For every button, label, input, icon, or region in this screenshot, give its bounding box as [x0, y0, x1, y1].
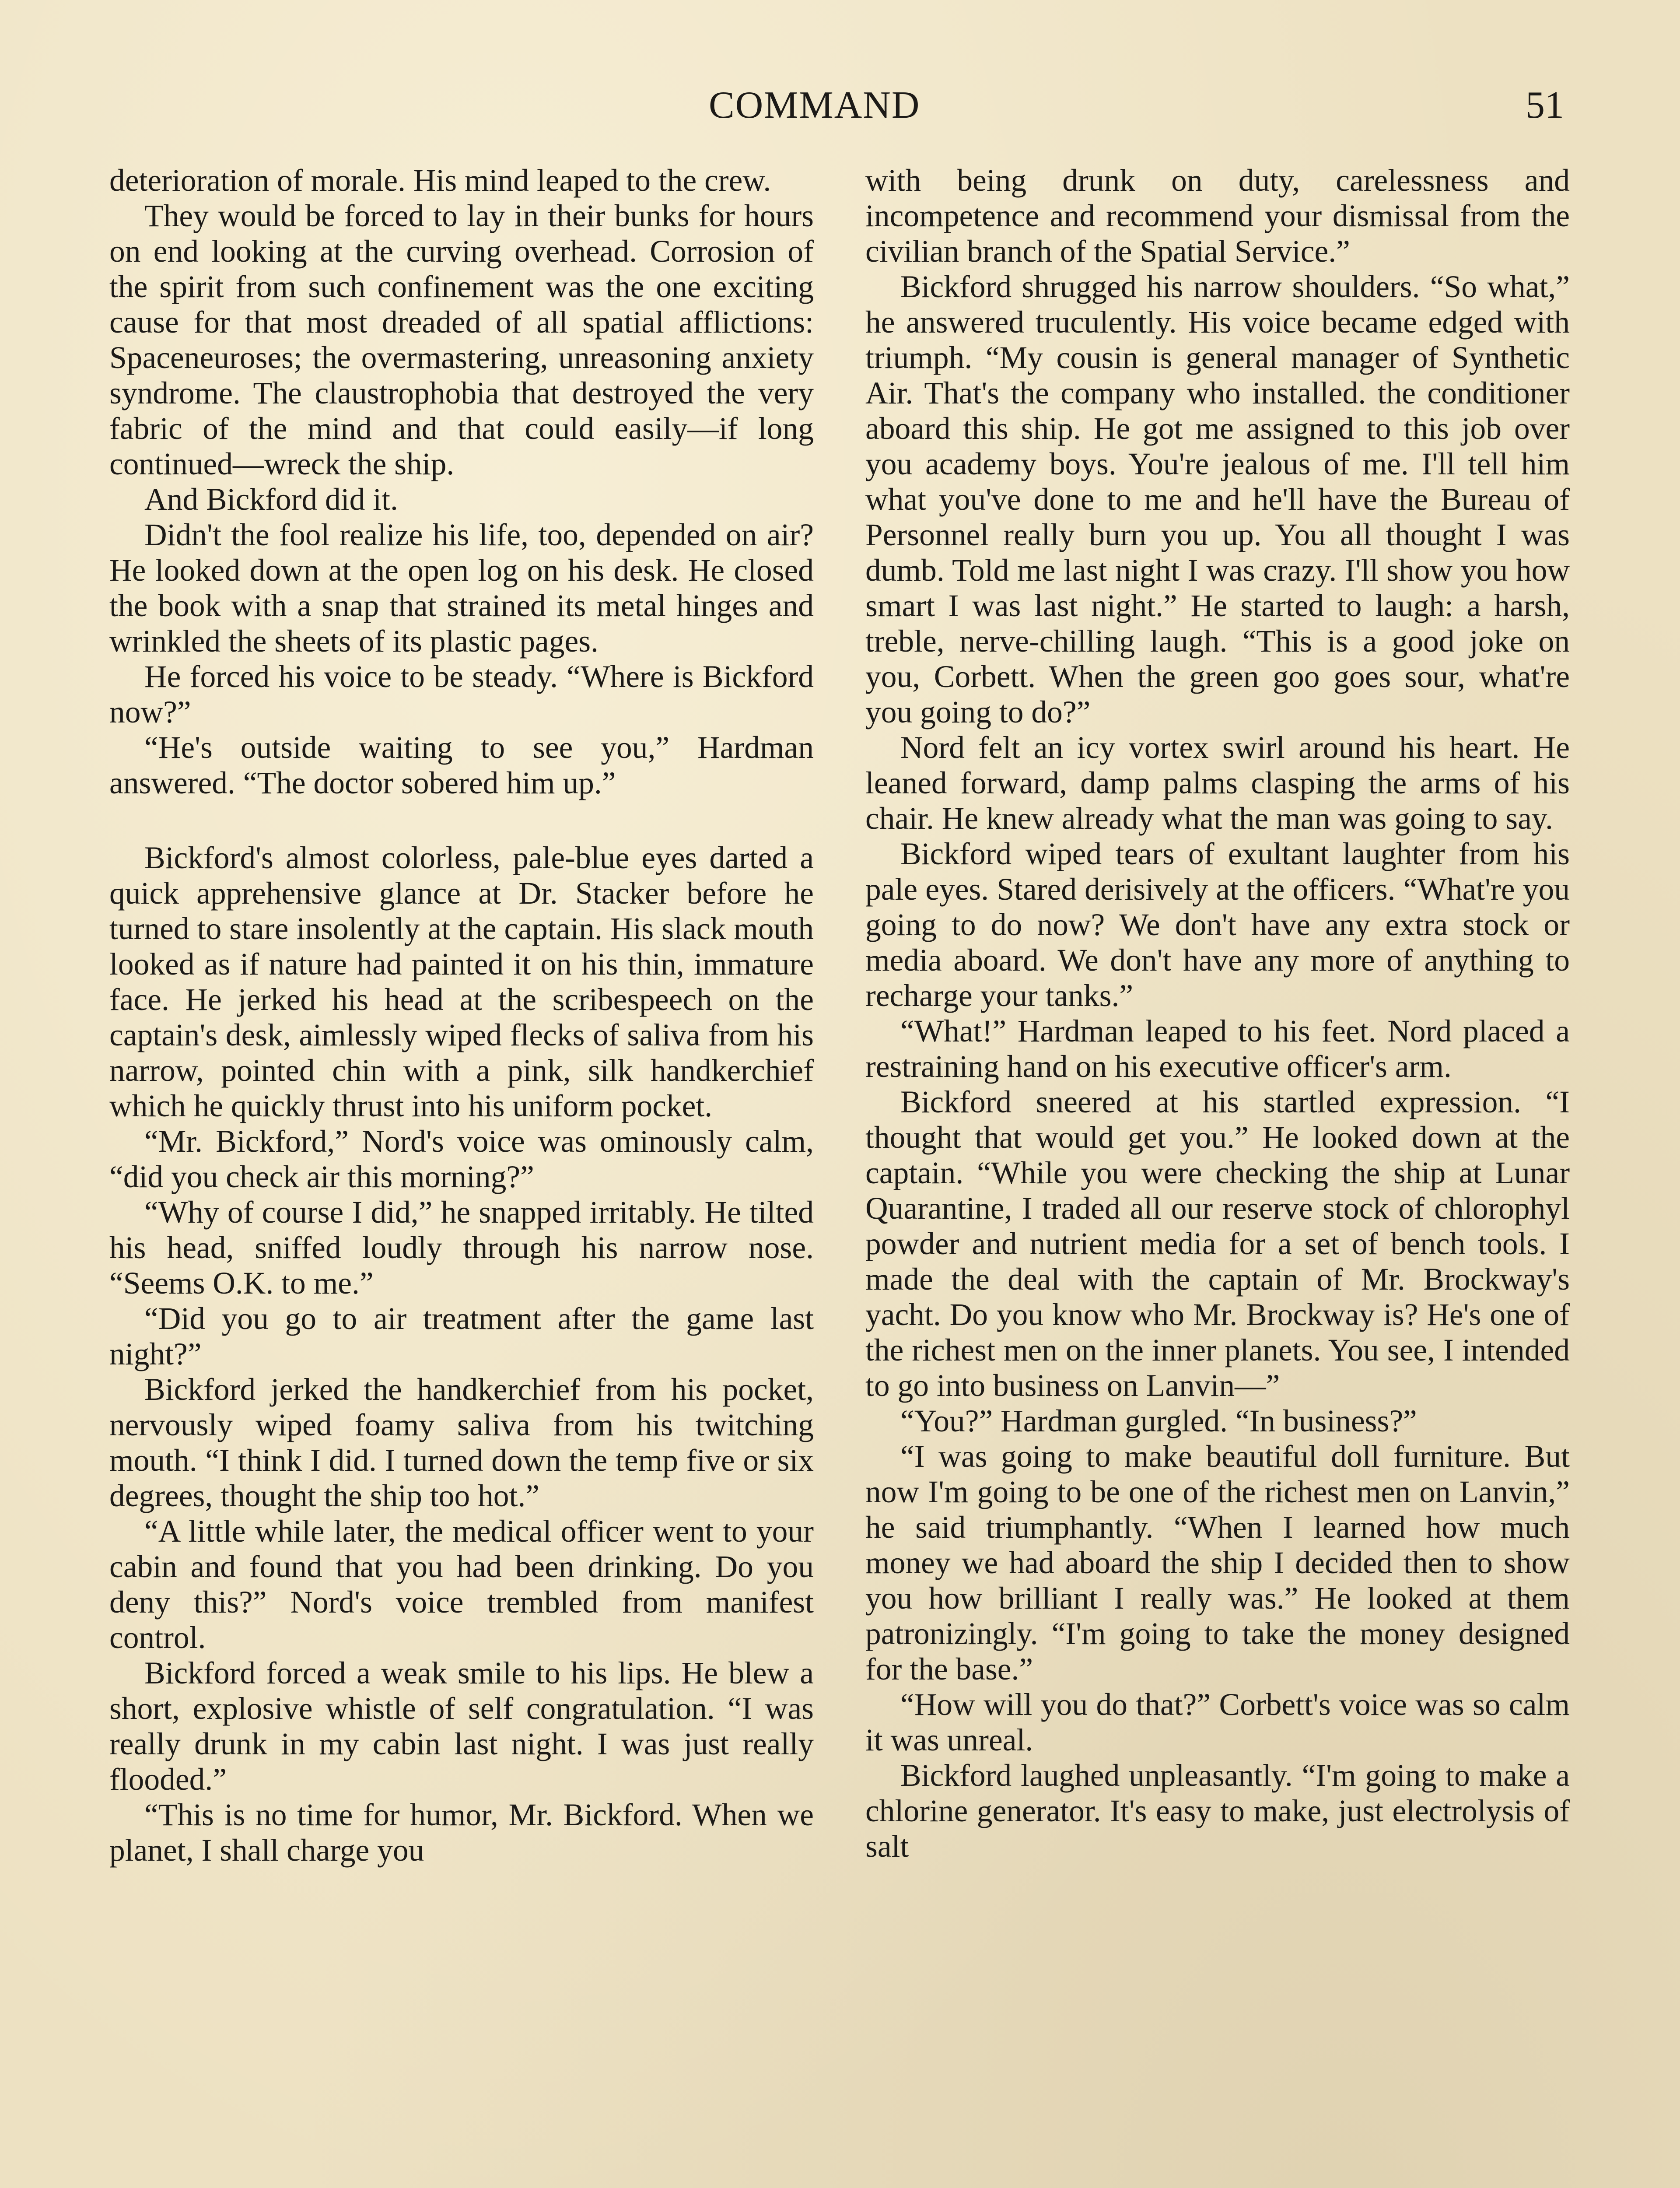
paragraph: Bickford forced a weak smile to his lips. He blew a short, explosive whistle of self congratulation. “I was really drunk in my cabin last night. I was just really flooded.”	[109, 1656, 814, 1797]
paragraph: Bickford jerked the handkerchief from his pocket, nervously wiped foamy saliva from his twitching mouth. “I think I did. I turned down the temp five or six degrees, thought the ship too hot.”	[109, 1372, 814, 1513]
paragraph: Bickford's almost colorless, pale-blue eyes darted a quick apprehensive glance at Dr. Stacker before he turned to stare insolently at the captain. His slack mouth looked as if nature had painted it on his thin, immature face. He jerked his head at the scribespeech on the captain's desk, aimlessly wiped flecks of saliva from his narrow, pointed chin with a pink, silk handkerchief which he quickly thrust into his uniform pocket.	[109, 841, 814, 1123]
paragraph: Bickford laughed unpleasantly. “I'm going to make a chlorine generator. It's easy to make, just electrolysis of salt	[865, 1758, 1570, 1864]
paragraph: Bickford wiped tears of exultant laughter from his pale eyes. Stared derisively at the officers. “What're you going to do now? We don't have any extra stock or media aboard. We don't have any more of anything to recharge your tanks.”	[865, 837, 1570, 1013]
paragraph: “This is no time for humor, Mr. Bickford. When we planet, I shall charge you	[109, 1798, 814, 1868]
paragraph: “I was going to make beautiful doll furniture. But now I'm going to be one of the richest men on Lanvin,” he said triumphantly. “When I learned how much money we had aboard the ship I decided then to show you how brilliant I really was.” He looked at them patronizingly. “I'm going to take the money designed for the base.”	[865, 1439, 1570, 1687]
paragraph: He forced his voice to be steady. “Where is Bickford now?”	[109, 659, 814, 729]
page-number: 51	[1526, 84, 1564, 126]
paragraph: They would be forced to lay in their bunks for hours on end looking at the curving overhead. Corrosion of the spirit from such confinement was the one exciting cause for that most dreaded of all spatial afflictions: Spaceneuroses; the overmastering, unreasoning anxiety syndrome. The claustrophobia that destroyed the very fabric of the mind and that could easily—if long continued—wreck the ship.	[109, 199, 814, 481]
paragraph: “He's outside waiting to see you,” Hardman answered. “The doctor sobered him up.”	[109, 730, 814, 800]
paragraph: deterioration of morale. His mind leaped to the crew.	[109, 163, 771, 198]
left-column	[109, 163, 814, 2188]
paragraph: “Did you go to air treatment after the game last night?”	[109, 1301, 814, 1371]
right-column	[865, 163, 1570, 2188]
paragraph: Nord felt an icy vortex swirl around his heart. He leaned forward, damp palms clasping the arms of his chair. He knew already what the man was going to say.	[865, 730, 1570, 836]
paragraph: “You?” Hardman gurgled. “In business?”	[900, 1404, 1417, 1438]
paragraph: “Why of course I did,” he snapped irritably. He tilted his head, sniffed loudly through his narrow nose. “Seems O.K. to me.”	[109, 1195, 814, 1301]
paragraph: “Mr. Bickford,” Nord's voice was ominously calm, “did you check air this morning?”	[109, 1124, 814, 1194]
paragraph: “A little while later, the medical officer went to your cabin and found that you had been drinking. Do you deny this?” Nord's voice trembled from manifest control.	[109, 1514, 814, 1655]
paragraph: Didn't the fool realize his life, too, depended on air? He looked down at the open log on his desk. He closed the book with a snap that strained its metal hinges and wrinkled the sheets of its plastic pages.	[109, 518, 814, 659]
paragraph: “What!” Hardman leaped to his feet. Nord placed a restraining hand on his executive officer's arm.	[865, 1014, 1570, 1084]
running-head: COMMAND	[709, 84, 920, 126]
paragraph: Bickford shrugged his narrow shoulders. “So what,” he answered truculently. His voice became edged with triumph. “My cousin is general manager of Synthetic Air. That's the company who installed. the conditioner aboard this ship. He got me assigned to this job over you academy boys. You're jealous of me. I'll tell him what you've done to me and he'll have the Bureau of Personnel really burn you up. You all thought I was dumb. Told me last night I was crazy. I'll show you how smart I was last night.” He started to laugh: a harsh, treble, nerve-chilling laugh. “This is a good joke on you, Corbett. When the green goo goes sour, what're you going to do?”	[865, 270, 1570, 729]
paragraph: with being drunk on duty, carelessness and incompetence and recommend your dismissal from the civilian branch of the Spatial Service.”	[865, 163, 1570, 269]
page-header	[0, 83, 1680, 140]
paragraph: “How will you do that?” Corbett's voice was so calm it was unreal.	[865, 1687, 1570, 1757]
paragraph: And Bickford did it.	[144, 482, 398, 517]
paragraph: Bickford sneered at his startled expression. “I thought that would get you.” He looked down at the captain. “While you were checking the ship at Lunar Quarantine, I traded all our reserve stock of chlorophyl powder and nutrient media for a set of bench tools. I made the deal with the captain of Mr. Brockway's yacht. Do you know who Mr. Brockway is? He's one of the richest men on the inner planets. You see, I intended to go into business on Lanvin—”	[865, 1085, 1570, 1403]
